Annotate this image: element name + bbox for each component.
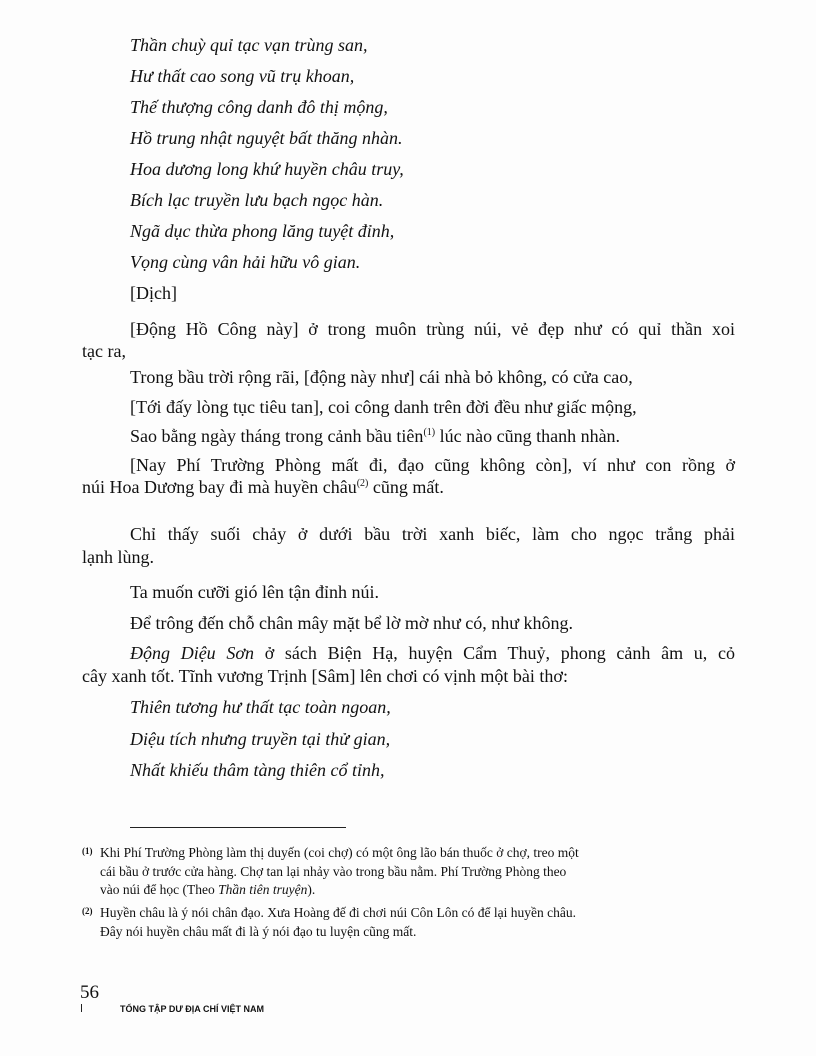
poem-line: Hoa dương long khứ huyền châu truy,	[130, 159, 404, 179]
footnote-line: Khi Phí Trường Phòng làm thị duyến (coi chợ) có một ông lão bán thuốc ở chợ, treo một	[100, 845, 579, 860]
paragraph-line: Để trông đến chỗ chân mây mặt bể lờ mờ như có, như không.	[130, 613, 573, 633]
poem-line: Bích lạc truyền lưu bạch ngọc hàn.	[130, 190, 384, 210]
footnote-line: cái bầu ở trước cửa hàng. Chợ tan lại nhảy vào trong bầu nằm. Phí Trường Phòng theo	[100, 864, 567, 879]
paragraph-line	[82, 476, 735, 498]
poem-line: Thần chuỳ quỉ tạc vạn trùng san,	[130, 35, 368, 55]
paragraph-line: Ta muốn cưỡi gió lên tận đỉnh núi.	[130, 582, 379, 602]
footnote-line: Đây nói huyền châu mất đi là ý nói đạo tu luyện cũng mất.	[100, 924, 417, 939]
translation-label: [Dịch]	[130, 283, 177, 303]
text: ).	[307, 882, 316, 897]
paragraph-line	[130, 425, 735, 447]
footnote-line: Huyền châu là ý nói chân đạo. Xưa Hoàng đế đi chơi núi Côn Lôn có để lại huyền châu.	[100, 905, 576, 920]
poem-line: Ngã dục thừa phong lăng tuyệt đỉnh,	[130, 221, 395, 241]
margin-mark	[81, 1004, 82, 1012]
paragraph-line: [Nay Phí Trường Phòng mất đi, đạo cũng không còn], ví như con rồng ở	[130, 455, 735, 475]
paragraph-line: Chỉ thấy suối chảy ở dưới bầu trời xanh biếc, làm cho ngọc trắng phải	[130, 524, 735, 544]
paragraph-line: lạnh lùng.	[82, 547, 154, 567]
page-number: 56	[80, 982, 99, 1003]
footnote-line	[100, 881, 735, 899]
text: núi Hoa Dương bay đi mà huyền châu	[82, 477, 357, 497]
paragraph-line	[130, 642, 735, 664]
text: vào núi để học (Theo	[100, 882, 219, 897]
place-name: Động Diệu Sơn	[130, 643, 254, 663]
poem-line: Thiên tương hư thất tạc toàn ngoan,	[130, 697, 391, 717]
text: cũng mất.	[368, 477, 444, 497]
poem-line: Hư thất cao song vũ trụ khoan,	[130, 66, 355, 86]
text: lúc nào cũng thanh nhàn.	[435, 426, 621, 446]
footnote-divider	[130, 827, 346, 828]
paragraph-line: tạc ra,	[82, 341, 126, 361]
poem-line: Hồ trung nhật nguyệt bất thăng nhàn.	[130, 128, 403, 148]
running-footer: TỔNG TẬP DƯ ĐỊA CHÍ VIỆT NAM	[120, 1004, 264, 1014]
footnote-mark: (2)	[82, 906, 93, 916]
text: Sao bằng ngày tháng trong cảnh bầu tiên	[130, 426, 424, 446]
footnote-ref: (1)	[423, 427, 436, 438]
book-title: Thần tiên truyện	[218, 882, 308, 897]
paragraph-line: Trong bầu trời rộng rãi, [động này như] cái nhà bỏ không, có cửa cao,	[130, 367, 633, 387]
footnote-mark: (1)	[82, 846, 93, 856]
paragraph-line: [Động Hồ Công này] ở trong muôn trùng núi, vẻ đẹp như có quỉ thần xoi	[130, 319, 735, 339]
footnote-ref: (2)	[356, 478, 369, 489]
paragraph-line: [Tới đấy lòng tục tiêu tan], coi công danh trên đời đều như giấc mộng,	[130, 397, 637, 417]
paragraph-line: cây xanh tốt. Tĩnh vương Trịnh [Sâm] lên chơi có vịnh một bài thơ:	[82, 666, 568, 686]
poem-line: Diệu tích nhưng truyền tại thử gian,	[130, 729, 391, 749]
poem-line: Vọng cùng vân hải hữu vô gian.	[130, 252, 361, 272]
poem-line: Nhất khiếu thâm tàng thiên cổ tỉnh,	[130, 760, 385, 780]
text: ở sách Biện Hạ, huyện Cẩm Thuỷ, phong cảnh âm u, cỏ	[254, 643, 735, 663]
poem-line: Thế thượng công danh đô thị mộng,	[130, 97, 388, 117]
